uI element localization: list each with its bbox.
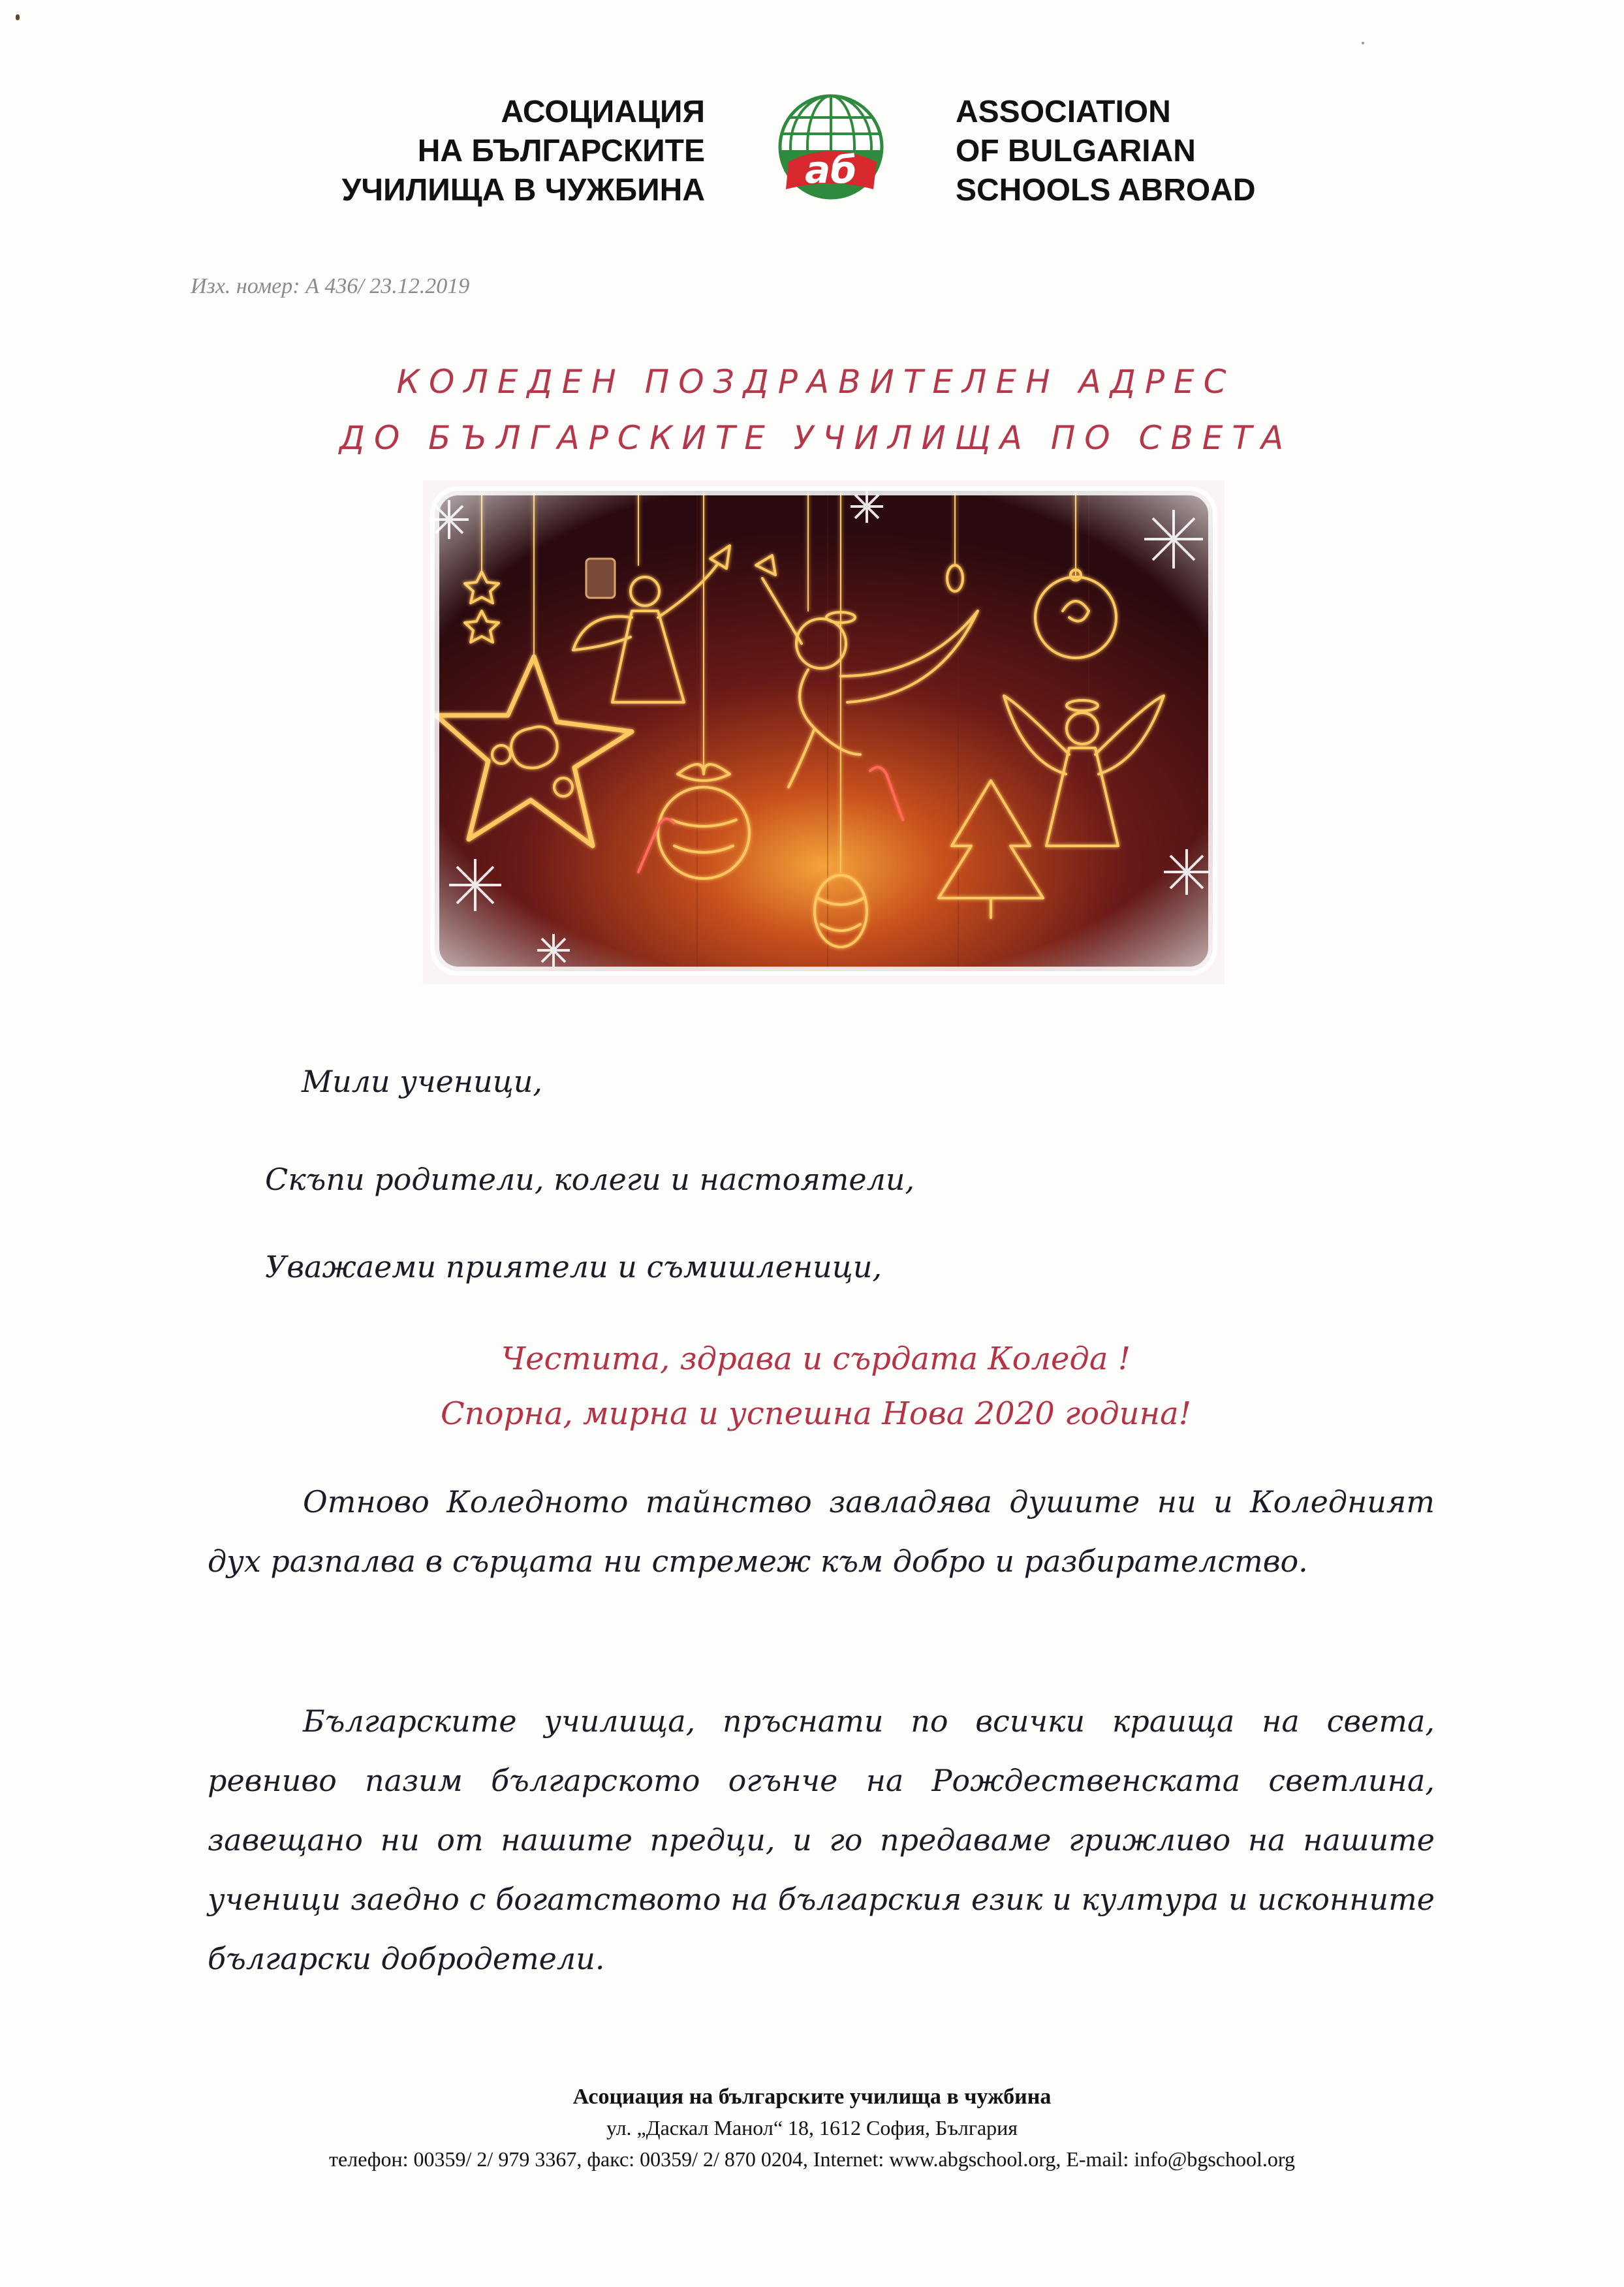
document-title-line1: КОЛЕДЕН ПОЗДРАВИТЕЛЕН АДРЕС	[396, 363, 1236, 401]
footer-address: ул. „Даскал Манол“ 18, 1612 София, България	[606, 2116, 1018, 2139]
wish-new-year: Спорна, мирна и успешна Нова 2020 година!	[440, 1395, 1192, 1432]
association-name-en-line: OF BULGARIAN	[956, 134, 1196, 168]
wish-christmas: Честита, здрава и сърдата Коледа !	[501, 1341, 1131, 1377]
association-name-en-line: SCHOOLS ABROAD	[956, 173, 1256, 208]
greeting-friends: Уважаеми приятели и съмишленици,	[265, 1249, 882, 1284]
logo-letters: аб	[805, 148, 857, 192]
association-name-bg-line: НА БЪЛГАРСКИТЕ	[417, 134, 705, 168]
association-name-en-line: ASSOCIATION	[956, 95, 1171, 129]
association-name-bg-line: УЧИЛИЩА В ЧУЖБИНА	[341, 173, 705, 208]
paragraph: Българските училища, пръснати по всички краища на света, ревниво пазим българското огънче на Рождественската светлина, завещано ни от нашите предци, и го предаваме грижливо на нашите ученици заедно с богатството на българския език и култура и исконните български добродетели.	[208, 1704, 1435, 1976]
association-name-bg-line: АСОЦИАЦИЯ	[501, 95, 705, 129]
paragraph: Отново Коледното тайнство завладява душите ни и Коледният дух разпалва в сърцата ни стремеж към добро и разбирателство.	[208, 1484, 1435, 1579]
footer-organization: Асоциация на българските училища в чужбина	[572, 2085, 1052, 2109]
footer-contacts: телефон: 00359/ 2/ 979 3367, факс: 00359/ 2/ 870 0204, Internet: www.abgschool.org, E-mail: info@bgschool.org	[329, 2147, 1295, 2171]
document-title-line2: ДО БЪЛГАРСКИТЕ УЧИЛИЩА ПО СВЕТА	[339, 419, 1293, 457]
globe-logo-icon	[769, 91, 893, 202]
scan-speck	[1362, 42, 1364, 44]
reference-number: Изх. номер: А 436/ 23.12.2019	[191, 274, 470, 298]
association-name-bg	[248, 93, 705, 210]
greeting-students: Мили ученици,	[302, 1064, 543, 1099]
scan-speck	[16, 14, 20, 20]
greeting-parents: Скъпи родители, колеги и настоятели,	[265, 1162, 915, 1197]
christmas-card-image	[423, 480, 1225, 984]
association-name-en	[956, 93, 1413, 210]
